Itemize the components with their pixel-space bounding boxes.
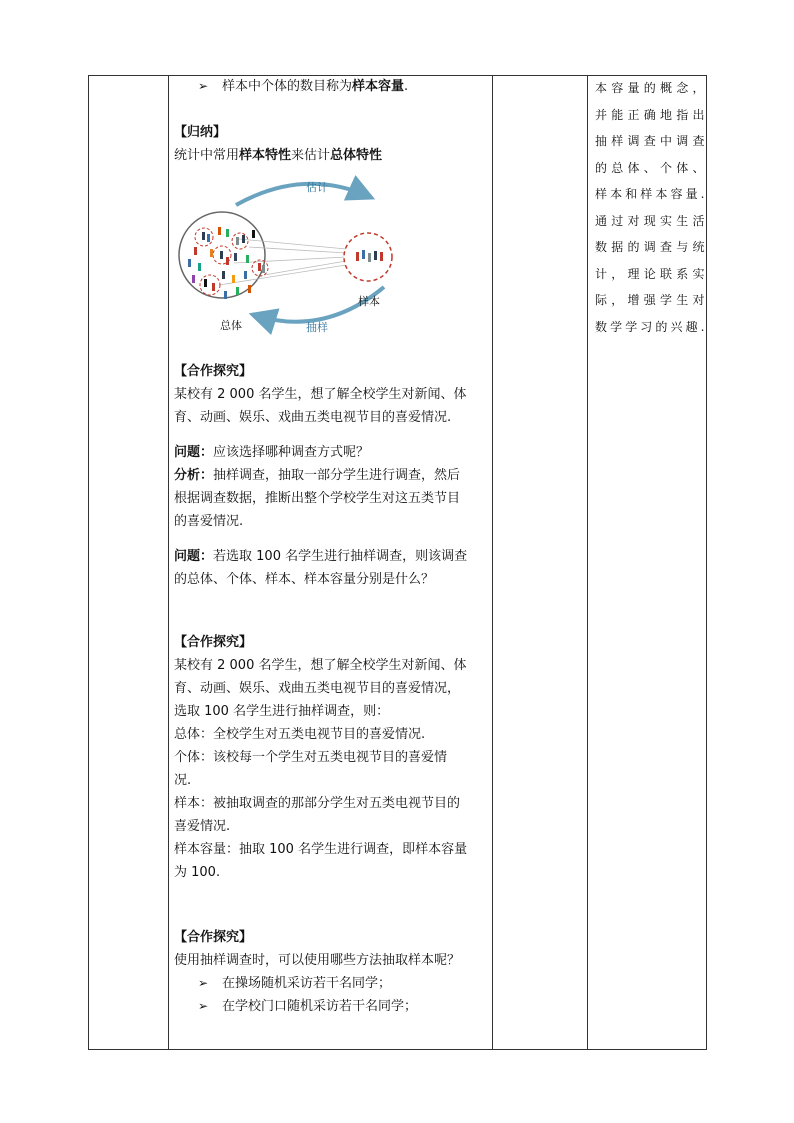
explore1-line: 育、动画、娱乐、戏曲五类电视节目的喜爱情况. — [174, 410, 452, 425]
sampling-diagram-svg — [174, 167, 489, 337]
explore2-line: 个体：该校每一个学生对五类电视节目的喜爱情 — [174, 750, 448, 765]
intent-line: 并能正确地指出 — [595, 107, 705, 122]
explore3-line: 使用抽样调查时，可以使用哪些方法抽取样本呢？ — [174, 953, 461, 968]
intent-line: 通过对现实生活 — [595, 213, 705, 228]
table-column-divider — [587, 75, 588, 1050]
explore2-line: 育、动画、娱乐、戏曲五类电视节目的喜爱情况， — [174, 681, 461, 696]
population-label: 总体 — [220, 319, 242, 332]
intent-line: 数学学习的兴趣. — [595, 319, 705, 334]
estimate-arrow — [236, 184, 370, 205]
intent-line: 抽样调查中调查 — [595, 134, 705, 148]
design-intent-cell — [595, 75, 705, 340]
table-border-left — [88, 75, 89, 1050]
explore2-line: 总体：全校学生对五类电视节目的喜爱情况. — [174, 727, 426, 742]
explore3-heading: 【合作探究】 — [174, 930, 253, 945]
explore1-analysis: 分析：抽样调查，抽取一部分学生进行调查，然后 — [174, 468, 461, 483]
table-border-right — [706, 75, 707, 1050]
explore2-line: 某校有 2 000 名学生，想了解全校学生对新闻、体 — [174, 658, 467, 673]
table-column-divider — [492, 75, 493, 1050]
explore2-line: 样本容量：抽取 100 名学生进行调查，即样本容量 — [174, 842, 468, 857]
explore2-heading: 【合作探究】 — [174, 635, 253, 650]
explore2-line: 选取 100 名学生进行抽样调查，则： — [174, 704, 390, 719]
explore1-question1: 问题：应该选择哪种调查方式呢？ — [174, 445, 370, 460]
intent-line: 际，增强学生对 — [595, 293, 705, 307]
table-border-bottom — [88, 1049, 707, 1050]
arrow-bullet-icon: ➢ — [198, 976, 209, 990]
bullet-sample-size: ➢ 样本中个体的数目称为样本容量. — [174, 75, 489, 98]
summary-line: 统计中常用样本特性来估计总体特性 — [174, 148, 383, 163]
explore1-question2-line: 的总体、个体、样本、样本容量分别是什么？ — [174, 572, 435, 587]
intent-line: 数据的调查与统 — [595, 240, 705, 254]
sampling-diagram — [174, 167, 489, 337]
summary-heading: 【归纳】 — [174, 125, 227, 140]
explore2-line: 样本：被抽取调查的那部分学生对五类电视节目的 — [174, 796, 461, 811]
estimate-label: 估计 — [306, 181, 328, 194]
explore1-question2: 问题：若选取 100 名学生进行抽样调查，则该调查 — [174, 549, 468, 564]
explore3-bullet: ➢ 在学校门口随机采访若干名同学； — [174, 995, 489, 1018]
explore1-line: 某校有 2 000 名学生，想了解全校学生对新闻、体 — [174, 387, 467, 402]
explore2-line: 况. — [174, 773, 192, 788]
intent-line: 样本和样本容量. — [595, 187, 705, 201]
explore1-analysis-line: 根据调查数据，推断出整个学校学生对这五类节目 — [174, 491, 461, 506]
table-column-divider — [168, 75, 169, 1050]
explore2-line: 喜爱情况. — [174, 819, 231, 834]
explore2-line: 为 100. — [174, 865, 221, 880]
main-content-cell — [174, 75, 489, 1018]
explore1-heading: 【合作探究】 — [174, 364, 253, 379]
intent-line: 的总体、个体、 — [595, 160, 705, 175]
arrow-bullet-icon: ➢ — [198, 999, 209, 1013]
sampling-label: 抽样 — [306, 321, 328, 334]
arrow-bullet-icon: ➢ — [198, 79, 209, 93]
intent-line: 计，理论联系实 — [595, 266, 705, 281]
intent-line: 本容量的概念， — [595, 81, 705, 95]
explore1-analysis-line: 的喜爱情况. — [174, 514, 244, 529]
sample-label: 样本 — [358, 295, 380, 308]
explore3-bullet: ➢ 在操场随机采访若干名同学； — [174, 972, 489, 995]
